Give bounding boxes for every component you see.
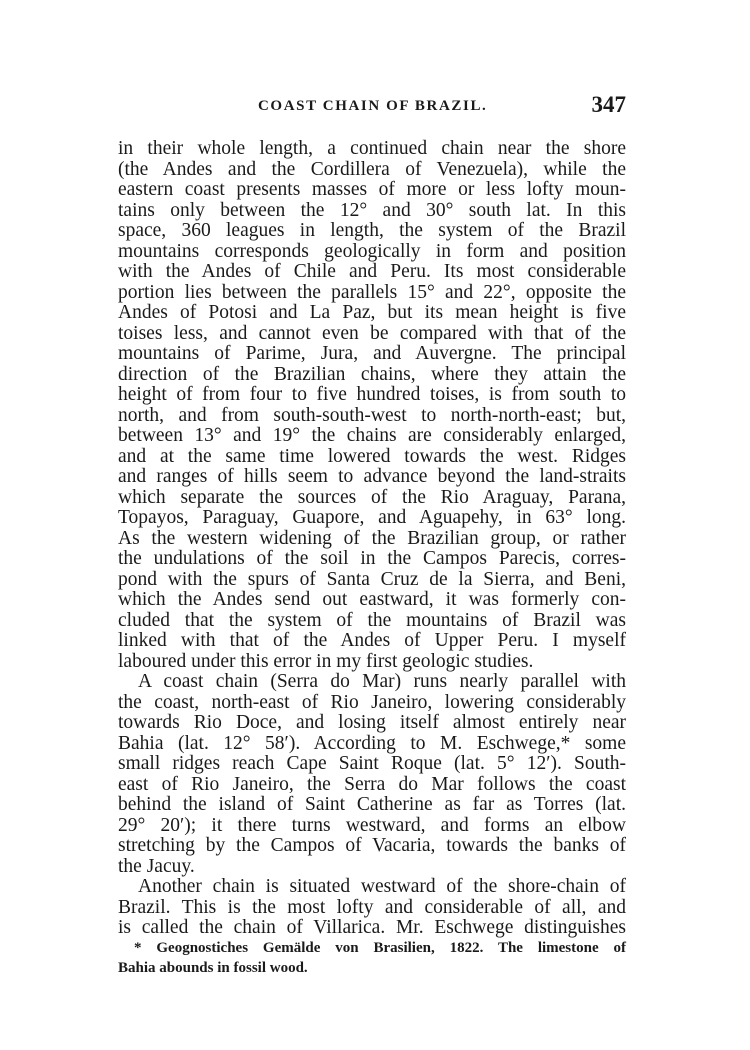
running-head	[118, 92, 626, 122]
text-line: and ranges of hills seem to advance beyond the land-straits	[118, 466, 626, 487]
text-line: As the western widening of the Brazilian group, or rather	[118, 527, 626, 549]
text-line: 29° 20′); it there turns westward, and forms an elbow	[118, 814, 626, 836]
text-line: with the Andes of Chile and Peru. Its most considerable	[118, 261, 626, 282]
text-line: cluded that the system of the mountains of Brazil was	[118, 609, 626, 631]
text-line: linked with that of the Andes of Upper Peru. I myself	[118, 630, 626, 651]
text-line: (the Andes and the Cordillera of Venezuela), while the	[118, 158, 626, 180]
text-line: tains only between the 12° and 30° south lat. In this	[118, 199, 626, 221]
text-line: which the Andes send out eastward, it was formerly con-	[118, 589, 626, 610]
text-line: direction of the Brazilian chains, where they attain the	[118, 363, 626, 385]
text-line: Another chain is situated westward of the shore-chain of	[138, 876, 626, 897]
text-line: mountains corresponds geologically in form and position	[118, 240, 626, 262]
text-line: between 13° and 19° the chains are considerably enlarged,	[118, 425, 626, 446]
text-line: east of Rio Janeiro, the Serra do Mar follows the coast	[118, 773, 626, 795]
footnote-line: Bahia abounds in fossil wood.	[118, 960, 308, 976]
text-line: Brazil. This is the most lofty and considerable of all, and	[118, 896, 626, 918]
body-text	[118, 139, 626, 939]
text-line: laboured under this error in my first geologic studies.	[118, 650, 534, 672]
text-line: the Jacuy.	[118, 855, 195, 877]
text-line: towards Rio Doce, and losing itself almost entirely near	[118, 712, 626, 733]
text-line: space, 360 leagues in length, the system of the Brazil	[118, 220, 626, 241]
text-line: A coast chain (Serra do Mar) runs nearly parallel with	[138, 671, 626, 692]
text-line: which separate the sources of the Rio Araguay, Parana,	[118, 486, 626, 508]
text-line: Bahia (lat. 12° 58′). According to M. Eschwege,* some	[118, 732, 626, 754]
text-line: pond with the spurs of Santa Cruz de la Sierra, and Beni,	[118, 568, 626, 590]
text-line: the undulations of the soil in the Campos Parecis, corres-	[118, 548, 626, 569]
text-line: Topayos, Paraguay, Guapore, and Aguapehy, in 63° long.	[118, 507, 626, 528]
text-line: mountains of Parime, Jura, and Auvergne. The principal	[118, 343, 626, 364]
footnote-line: * Geognostiches Gemälde von Brasilien, 1822. The limestone of	[134, 940, 626, 956]
text-line: in their whole length, a continued chain near the shore	[118, 138, 626, 159]
text-line: toises less, and cannot even be compared with that of the	[118, 322, 626, 344]
page-number: 347	[591, 92, 626, 117]
text-line: north, and from south-south-west to north-north-east; but,	[118, 404, 626, 426]
text-line: behind the island of Saint Catherine as far as Torres (lat.	[118, 794, 626, 815]
text-line: small ridges reach Cape Saint Roque (lat. 5° 12′). South-	[118, 753, 626, 774]
text-line: portion lies between the parallels 15° and 22°, opposite the	[118, 281, 626, 303]
text-line: height of from four to five hundred toises, is from south to	[118, 384, 626, 405]
footnote	[118, 938, 626, 978]
text-line: the coast, north-east of Rio Janeiro, lowering considerably	[118, 691, 626, 713]
text-line: and at the same time lowered towards the west. Ridges	[118, 445, 626, 467]
running-title: COAST CHAIN OF BRAZIL.	[258, 98, 488, 114]
text-line: eastern coast presents masses of more or less lofty moun-	[118, 179, 626, 200]
text-line: Andes of Potosi and La Paz, but its mean height is five	[118, 302, 626, 323]
text-line: stretching by the Campos of Vacaria, towards the banks of	[118, 835, 626, 856]
text-line: is called the chain of Villarica. Mr. Eschwege distinguishes	[118, 917, 626, 938]
